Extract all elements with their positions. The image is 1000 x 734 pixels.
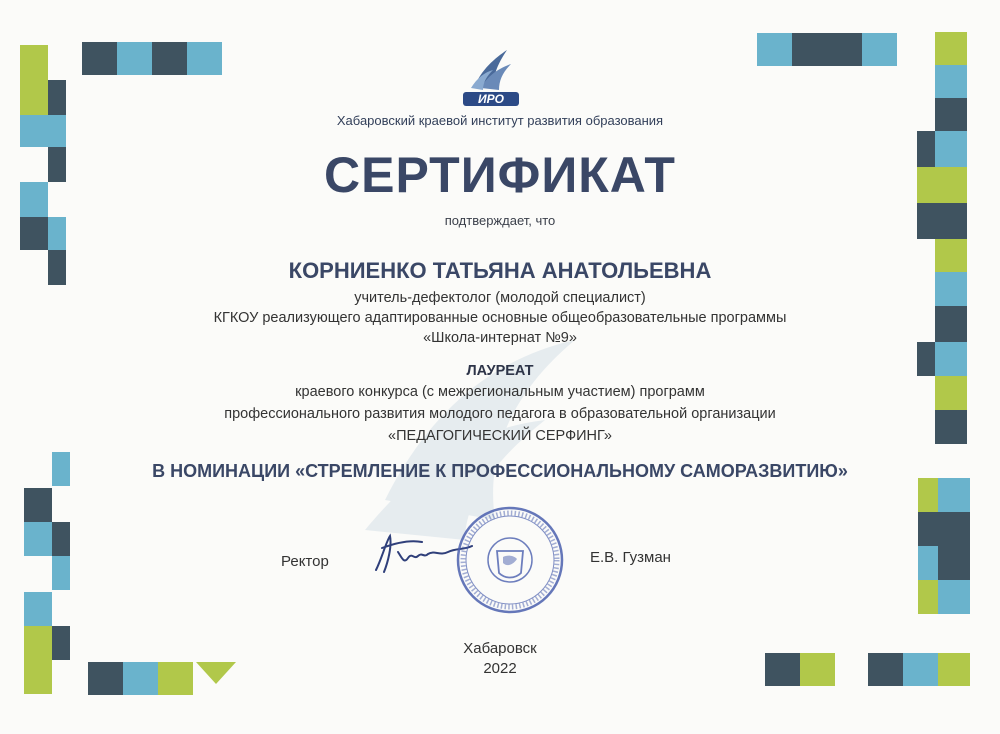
recipient-organization-line1: КГКОУ реализующего адаптированные основные общеобразовательные программы xyxy=(213,310,787,326)
city: Хабаровск xyxy=(463,640,537,657)
recipient-position: учитель-дефектолог (молодой специалист) xyxy=(354,290,646,306)
nomination-text: В НОМИНАЦИИ «СТРЕМЛЕНИЕ К ПРОФЕССИОНАЛЬНОМУ САМОРАЗВИТИЮ» xyxy=(152,461,848,481)
iro-logo-icon xyxy=(463,48,519,108)
official-seal xyxy=(455,505,565,615)
certificate-title: СЕРТИФИКАТ xyxy=(324,147,676,203)
signer-name: Е.В. Гузман xyxy=(590,549,671,566)
contest-line1: краевого конкурса (с межрегиональным участием) программ xyxy=(295,384,705,400)
recipient-organization-line2: «Школа-интернат №9» xyxy=(423,330,577,346)
award-status: ЛАУРЕАТ xyxy=(466,363,534,379)
svg-text:ИРО: ИРО xyxy=(478,92,504,106)
contest-line3: «ПЕДАГОГИЧЕСКИЙ СЕРФИНГ» xyxy=(388,428,612,444)
year: 2022 xyxy=(483,660,517,677)
confirms-text: подтверждает, что xyxy=(444,213,556,228)
contest-line2: профессионального развития молодого педагога в образовательной организации xyxy=(224,406,776,422)
institute-name: Хабаровский краевой институт развития образования xyxy=(336,113,664,128)
signer-role: Ректор xyxy=(281,553,329,570)
recipient-name: КОРНИЕНКО ТАТЬЯНА АНАТОЛЬЕВНА xyxy=(288,258,712,283)
